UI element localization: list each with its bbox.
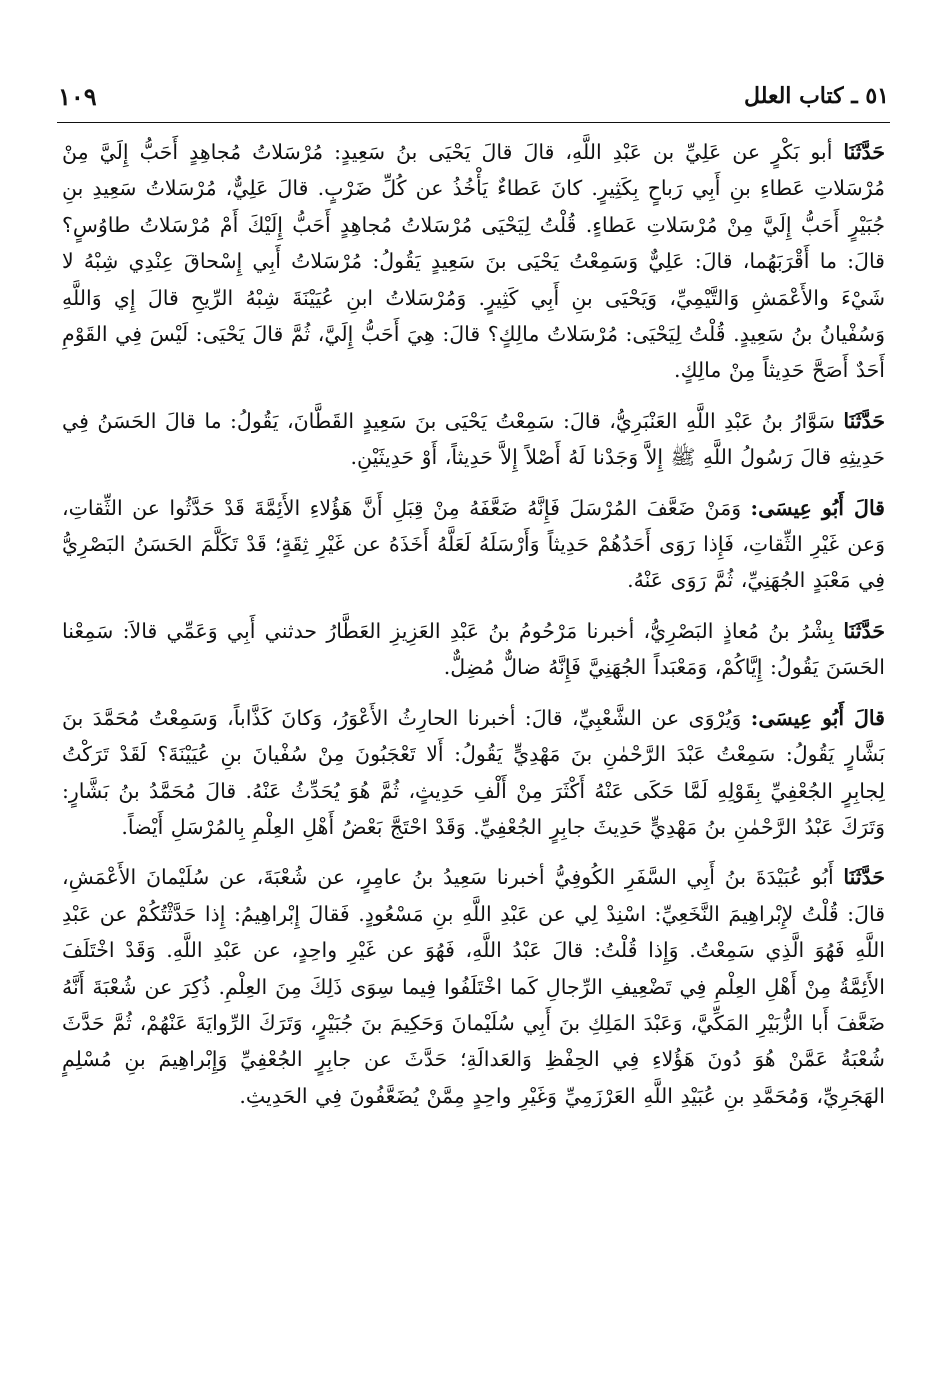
body-text [62, 134, 885, 1370]
paragraph-lead: حَدَّثَنَا [843, 865, 885, 890]
paragraph-lead: حَدَّثَنَا [843, 618, 885, 643]
page-header [58, 78, 889, 114]
paragraph [62, 134, 885, 389]
paragraph-text: وَمَنْ ضَعَّفَ المُرْسَلَ فَإِنَّهُ ضَعَّفَهُ مِنْ قِبَلِ أَنَّ هَؤُلاءِ الأَئِمَّةَ قَدْ حَدَّثُوا عن الثِّقاتِ، وَعن غَيْرِ الثِّقاتِ، فَإِذا رَوَى أَحَدُهُمْ حَدِيثاً وَأَرْسَلَهُ لَعَلَّهُ أَخَذَهُ عن غَيْرِ ثِقَةٍ؛ قَدْ تَكَلَّمَ الحَسَنُ البَصْرِيُّ فِي مَعْبَدٍ الجُهَنِيِّ، ثُمَّ رَوَى عَنْهُ. [62, 495, 885, 593]
paragraph-lead: حَدَّثَنَا [843, 140, 885, 164]
paragraph-lead: قالَ أَبُو عِيسَى: [750, 705, 885, 730]
paragraph-text: سَوَّارُ بنُ عَبْدِ اللَّهِ العَنْبَرِيُّ، قالَ: سَمِعْتُ يَحْيَى بنَ سَعِيدٍ القَطَّانَ، يَقُولُ: ما قالَ الحَسَنُ فِي حَدِيثِهِ قالَ رَسُولُ اللَّهِ ﷺ إِلاَّ وَجَدْنا لَهُ أَصْلاً إِلاَّ حَدِيثاً، أَوْ حَدِيثَيْنِ. [62, 408, 885, 470]
page-number: ١٠٩ [58, 81, 97, 111]
paragraph-text: أبو بَكْرٍ عن عَلِيِّ بن عَبْدِ اللَّهِ، قالَ قالَ يَحْيَى بنُ سَعِيدٍ: مُرْسَلاتُ مُجاهِدٍ أَحَبُّ إِلَيَّ مِنْ مُرْسَلاتِ عَطاءِ بنِ أَبِي رَباحٍ بِكَثِيرٍ. كانَ عَطاءٌ يَأْخُذُ عن كُلِّ ضَرْبٍ. قالَ عَلِيٌّ، مُرْسَلاتُ سَعِيدِ بنِ جُبَيْرٍ أَحَبُّ إِلَيَّ مِنْ مُرْسَلاتِ عَطاءٍ. قُلْتُ لِيَحْيَى مُرْسَلاتُ مُجاهِدٍ أَحَبُّ إِلَيْكَ أَمْ مُرْسَلاتُ طاوُسٍ؟ قالَ: ما أَقْرَبَهُما، قالَ: عَلِيٌّ وَسَمِعْتُ يَحْيَى بنَ سَعِيدٍ يَقُولُ: مُرْسَلاتُ أَبِي إِسْحاقَ عِنْدِي شِبْهُ لا شَيْءَ والأَعْمَشِ وَالتَّيْمِيِّ، وَيَحْيَى بنِ أَبِي كَثِيرٍ. وَمُرْسَلاتُ ابنِ عُيَيْنَةَ شِبْهُ الرِّيحِ قالَ إِي وَاللَّهِ وَسُفْيانُ بنُ سَعِيدٍ. قُلْتُ لِيَحْيَى: مُرْسَلاتُ مالِكٍ؟ قالَ: هِيَ أَحَبُّ إِلَيَّ، ثُمَّ قالَ يَحْيَى: لَيْسَ فِي القَوْمِ أَحَدٌ أَصَحَّ حَدِيثاً مِنْ مالِكٍ. [62, 140, 885, 383]
paragraph [62, 700, 885, 846]
paragraph [62, 613, 885, 686]
paragraph-text: وَيُرْوَى عن الشَّعْبِيِّ، قالَ: أخبرنا الحارِثُ الأَعْوَرُ، وَكانَ كَذَّاباً، وَسَمِعْتُ مُحَمَّدَ بنَ بَشَّارٍ يَقُولُ: سَمِعْتُ عَبْدَ الرَّحْمٰنِ بنَ مَهْدِيٍّ يَقُولُ: أَلا تَعْجَبُونَ مِنْ سُفْيانَ بنِ عُيَيْنَةَ؟ لَقَدْ تَرَكْتُ لِجابِرٍ الجُعْفِيِّ بِقَوْلِهِ لَمَّا حَكَى عَنْهُ أَكْثَرَ مِنْ أَلْفِ حَدِيثٍ، ثُمَّ هُوَ يُحَدِّثُ عَنْهُ. قالَ مُحَمَّدُ بنُ بَشَّارٍ: وَتَرَكَ عَبْدُ الرَّحْمٰنِ بنُ مَهْدِيٍّ حَدِيثَ جابِرٍ الجُعْفِيِّ. وَقَدْ احْتَجَّ بَعْضُ أَهْلِ العِلْمِ بِالمُرْسَلِ أَيْضاً. [62, 705, 885, 839]
paragraph [62, 490, 885, 599]
paragraph-lead: قالَ أَبُو عِيسَى: [750, 495, 885, 520]
paragraph-text: أَبُو عُبَيْدَةَ بنُ أَبِي السَّفَرِ الكُوفِيُّ أخبرنا سَعِيدُ بنُ عامِرٍ، عن شُعْبَةَ، عن سُلَيْمانَ الأَعْمَشِ، قالَ: قُلْتُ لإِبْراهِيمَ النَّخَعِيِّ: اسْنِدْ لِي عن عَبْدِ اللَّهِ بنِ مَسْعُودٍ. فَقالَ إِبْراهِيمُ: إِذا حَدَّثْتُكُمْ عن عَبْدِ اللَّهِ فَهُوَ الَّذِي سَمِعْتُ. وَإِذا قُلْتُ: قالَ عَبْدُ اللَّهِ، فَهُوَ عن غَيْرِ واحِدٍ، عن عَبْدِ اللَّهِ. وَقَدْ اخْتَلَفَ الأَئِمَّةُ مِنْ أَهْلِ العِلْمِ فِي تَضْعِيفِ الرِّجالِ كَما اخْتَلَفُوا فِيما سِوَى ذَلِكَ مِنَ العِلْمِ. ذُكِرَ عن شُعْبَةَ أَنَّهُ ضَعَّفَ أَبا الزُّبَيْرِ المَكِّيَّ، وَعَبْدَ المَلِكِ بنَ أَبِي سُلَيْمانَ وَحَكِيمَ بنَ جُبَيْرٍ، وَتَرَكَ الرِّوايَةَ عَنْهُمْ، ثُمَّ حَدَّثَ شُعْبَةُ عَمَّنْ هُوَ دُونَ هَؤُلاءِ فِي الحِفْظِ وَالعَدالَةِ؛ حَدَّثَ عن جابِرٍ الجُعْفِيِّ وَإِبْراهِيمَ بنِ مُسْلِمٍ الهَجَرِيِّ، وَمُحَمَّدِ بنِ عُبَيْدِ اللَّهِ العَرْزَمِيِّ وَغَيْرِ واحِدٍ مِمَّنْ يُضَعَّفُونَ فِي الحَدِيثِ. [62, 865, 885, 1108]
paragraph-text: بِشْرُ بنُ مُعاذٍ البَصْرِيُّ، أخبرنا مَرْحُومُ بنُ عَبْدِ العَزِيزِ العَطَّارُ حدثني أَبِي وَعَمِّي قالاَ: سَمِعْنا الحَسَنَ يَقُولُ: إِيَّاكُمْ، وَمَعْبَداً الجُهَنِيَّ فَإِنَّهُ ضالٌّ مُضِلٌّ. [62, 618, 885, 680]
paragraph-lead: حَدَّثَنَا [843, 408, 885, 433]
paragraph [62, 403, 885, 476]
header-rule [57, 122, 890, 123]
chapter-title: ٥١ ـ كتاب العلل [744, 83, 889, 109]
paragraph [62, 859, 885, 1114]
